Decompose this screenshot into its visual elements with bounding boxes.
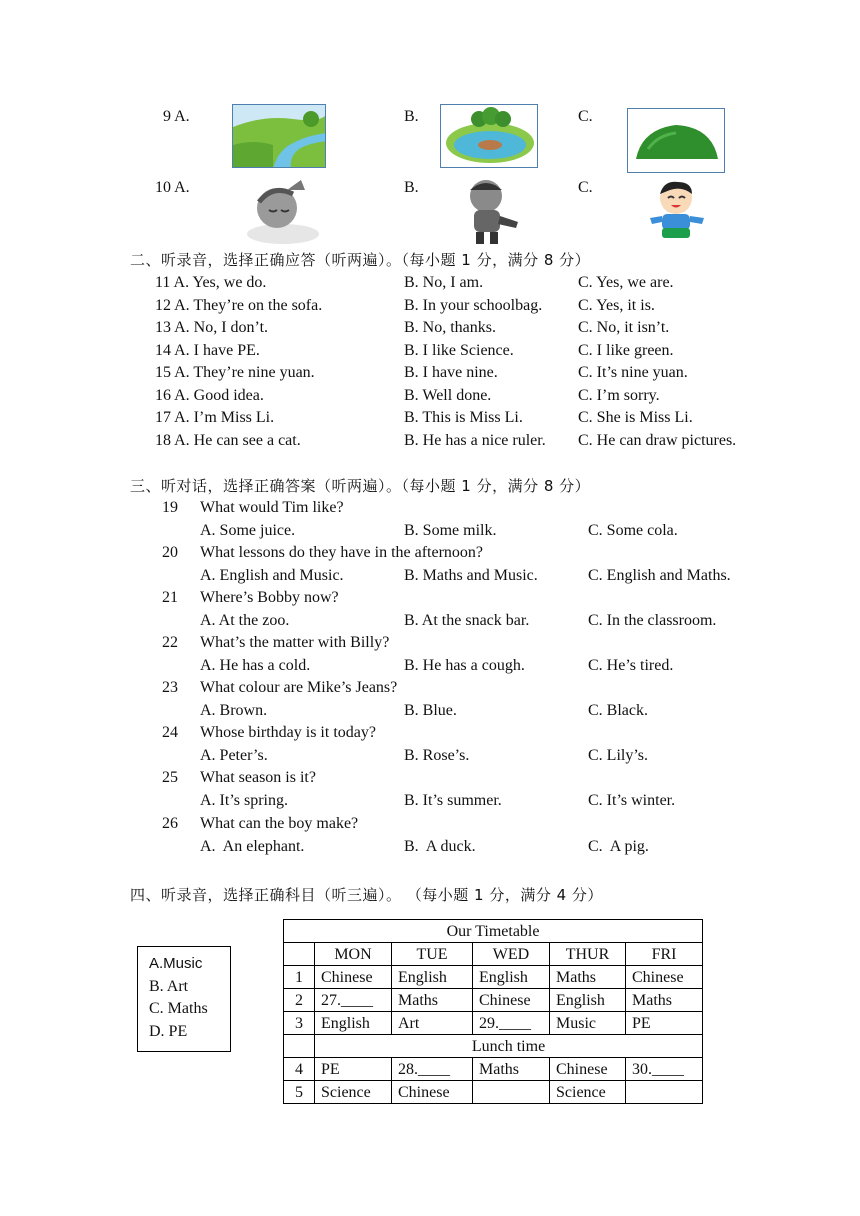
sleeping-child-picture (243, 176, 321, 246)
list-item-b: B. I like Science. (404, 342, 514, 359)
list-item-b: B. He has a nice ruler. (404, 432, 546, 449)
table-cell: Maths (626, 989, 703, 1012)
list-item-a: 12 A. They’re on the sofa. (155, 297, 323, 314)
section2-title: 二、听录音，选择正确应答（听两遍）。（每小题 1 分，满分 8 分） (130, 251, 591, 269)
empty-cell (284, 943, 315, 966)
table-cell: 27.____ (315, 989, 392, 1012)
timetable-title: Our Timetable (284, 920, 703, 943)
section4-title: 四、听录音，选择正确科目（听三遍）。 （每小题 1 分，满分 4 分） (130, 886, 603, 904)
question-text: What’s the matter with Billy? (200, 634, 390, 651)
table-cell: English (550, 989, 626, 1012)
option-c: C. A pig. (588, 838, 649, 855)
option-b: B. Blue. (404, 702, 457, 719)
column-header: MON (315, 943, 392, 966)
q9-option-c: C. (578, 108, 593, 125)
table-row (284, 1081, 703, 1104)
option-a: A. English and Music. (200, 567, 344, 584)
q10-number: 10 A. (155, 179, 190, 196)
option-item: B. Art (149, 977, 189, 995)
list-item-c: C. I’m sorry. (578, 387, 660, 404)
period-number: 4 (284, 1058, 315, 1081)
question-text: Where’s Bobby now? (200, 589, 339, 606)
option-c: C. English and Maths. (588, 567, 731, 584)
question-text: What would Tim like? (200, 499, 344, 516)
list-item-c: C. I like green. (578, 342, 674, 359)
table-cell: 28.____ (392, 1058, 473, 1081)
empty-cell (284, 1035, 315, 1058)
option-c: C. In the classroom. (588, 612, 717, 629)
table-cell (473, 1081, 550, 1104)
table-cell: Chinese (315, 966, 392, 989)
column-header: FRI (626, 943, 703, 966)
q9-number: 9 A. (163, 108, 190, 125)
table-cell: Chinese (392, 1081, 473, 1104)
option-a: A. At the zoo. (200, 612, 290, 629)
option-c: C. It’s winter. (588, 792, 676, 809)
option-b: B. Some milk. (404, 522, 497, 539)
table-cell: Chinese (473, 989, 550, 1012)
list-item-b: B. This is Miss Li. (404, 409, 523, 426)
list-item-a: 17 A. I’m Miss Li. (155, 409, 275, 426)
table-cell: Maths (392, 989, 473, 1012)
table-cell: English (392, 966, 473, 989)
question-text: What can the boy make? (200, 815, 359, 832)
subject-options-box (137, 946, 231, 1052)
column-header: TUE (392, 943, 473, 966)
period-number: 5 (284, 1081, 315, 1104)
lake-island-picture (440, 104, 538, 168)
list-item-c: C. No, it isn’t. (578, 319, 670, 336)
option-b: B. At the snack bar. (404, 612, 530, 629)
lunch-time-label: Lunch time (315, 1035, 703, 1058)
table-cell: 29.____ (473, 1012, 550, 1035)
question-number: 23 (162, 679, 178, 696)
list-item-a: 16 A. Good idea. (155, 387, 264, 404)
list-item-a: 11 A. Yes, we do. (155, 274, 267, 291)
column-header: THUR (550, 943, 626, 966)
option-c: C. He’s tired. (588, 657, 674, 674)
list-item-c: C. It’s nine yuan. (578, 364, 688, 381)
list-item-c: C. He can draw pictures. (578, 432, 737, 449)
question-text: What season is it? (200, 769, 316, 786)
question-number: 20 (162, 544, 178, 561)
column-header: WED (473, 943, 550, 966)
table-cell: 30.____ (626, 1058, 703, 1081)
table-cell (626, 1081, 703, 1104)
question-number: 19 (162, 499, 178, 516)
option-b: B. Rose’s. (404, 747, 470, 764)
question-number: 22 (162, 634, 178, 651)
list-item-b: B. I have nine. (404, 364, 498, 381)
question-number: 24 (162, 724, 178, 741)
timetable (283, 919, 703, 1104)
table-cell: Maths (550, 966, 626, 989)
river-landscape-picture (232, 104, 326, 168)
list-item-c: C. She is Miss Li. (578, 409, 693, 426)
list-item-b: B. In your schoolbag. (404, 297, 543, 314)
question-text: What colour are Mike’s Jeans? (200, 679, 398, 696)
question-number: 26 (162, 815, 178, 832)
option-b: B. It’s summer. (404, 792, 502, 809)
list-item-a: 15 A. They’re nine yuan. (155, 364, 315, 381)
table-row (284, 1058, 703, 1081)
option-a: A. Some juice. (200, 522, 296, 539)
section3-title: 三、听对话，选择正确答案（听两遍）。（每小题 1 分，满分 8 分） (130, 477, 591, 495)
question-number: 25 (162, 769, 178, 786)
option-item: C. Maths (149, 1000, 208, 1017)
question-text: Whose birthday is it today? (200, 724, 376, 741)
coughing-boy-picture (456, 176, 526, 246)
option-b: B. Maths and Music. (404, 567, 538, 584)
table-cell: PE (315, 1058, 392, 1081)
table-cell: English (315, 1012, 392, 1035)
table-cell: Science (315, 1081, 392, 1104)
list-item-a: 14 A. I have PE. (155, 342, 260, 359)
table-row (284, 1012, 703, 1035)
period-number: 2 (284, 989, 315, 1012)
table-title-row (284, 920, 703, 943)
list-item-a: 18 A. He can see a cat. (155, 432, 301, 449)
q10-option-b: B. (404, 179, 419, 196)
option-c: C. Lily’s. (588, 747, 649, 764)
option-b: B. He has a cough. (404, 657, 525, 674)
list-item-b: B. Well done. (404, 387, 492, 404)
option-item: A.Music (149, 955, 203, 972)
option-b: B. A duck. (404, 838, 476, 855)
period-number: 1 (284, 966, 315, 989)
table-row (284, 966, 703, 989)
option-a: A. Peter’s. (200, 747, 268, 764)
table-header-row (284, 943, 703, 966)
table-cell: Art (392, 1012, 473, 1035)
option-a: A. It’s spring. (200, 792, 288, 809)
option-item: D. PE (149, 1022, 188, 1040)
table-cell: Maths (473, 1058, 550, 1081)
happy-boy-picture (646, 178, 708, 244)
option-c: C. Some cola. (588, 522, 678, 539)
table-cell: English (473, 966, 550, 989)
q9-option-b: B. (404, 108, 419, 125)
option-a: A. He has a cold. (200, 657, 311, 674)
question-text: What lessons do they have in the afternoon? (200, 544, 484, 561)
option-c: C. Black. (588, 702, 648, 719)
question-number: 21 (162, 589, 178, 606)
lunch-row (284, 1035, 703, 1058)
table-cell: Music (550, 1012, 626, 1035)
list-item-b: B. No, I am. (404, 274, 484, 291)
list-item-a: 13 A. No, I don’t. (155, 319, 269, 336)
period-number: 3 (284, 1012, 315, 1035)
option-a: A. Brown. (200, 702, 268, 719)
table-cell: Science (550, 1081, 626, 1104)
list-item-c: C. Yes, it is. (578, 297, 655, 314)
q10-option-c: C. (578, 179, 593, 196)
table-cell: Chinese (626, 966, 703, 989)
table-cell: PE (626, 1012, 703, 1035)
table-row (284, 989, 703, 1012)
green-hill-picture (627, 108, 725, 173)
option-a: A. An elephant. (200, 838, 305, 855)
list-item-b: B. No, thanks. (404, 319, 496, 336)
table-cell: Chinese (550, 1058, 626, 1081)
list-item-c: C. Yes, we are. (578, 274, 674, 291)
